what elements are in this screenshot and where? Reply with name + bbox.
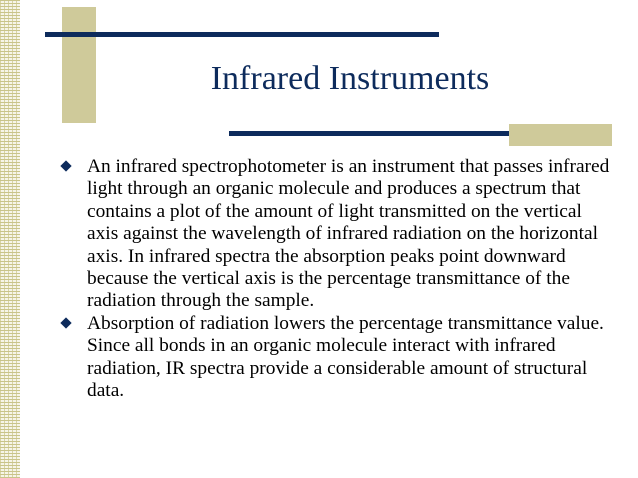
top-decorative-block — [62, 7, 96, 123]
bullet-text: An infrared spectrophotometer is an instrument that passes infrared light through an organic molecule and produces a spectrum that contains a plot of the amount of light transmitted on the vertical axis against the wavelength of infrared radiation on the horizontal axis. In infrared spectra the absorption peaks point downward because the vertical axis is the percentage transmittance of the radiation through the sample. — [87, 156, 610, 312]
bullet-item — [62, 156, 617, 313]
bullet-list — [62, 156, 617, 402]
side-decorative-strip — [0, 0, 20, 478]
top-accent-bar — [45, 32, 439, 37]
diamond-bullet-icon — [60, 317, 71, 328]
right-decorative-block — [509, 124, 612, 146]
diamond-bullet-icon — [60, 160, 71, 171]
bullet-text: Absorption of radiation lowers the percentage transmittance value. Since all bonds in an organic molecule interact with infrared radiation, IR spectra provide a considerable amount of structural data. — [87, 312, 604, 402]
slide-title: Infrared Instruments — [210, 60, 490, 97]
bullet-item — [62, 313, 617, 403]
